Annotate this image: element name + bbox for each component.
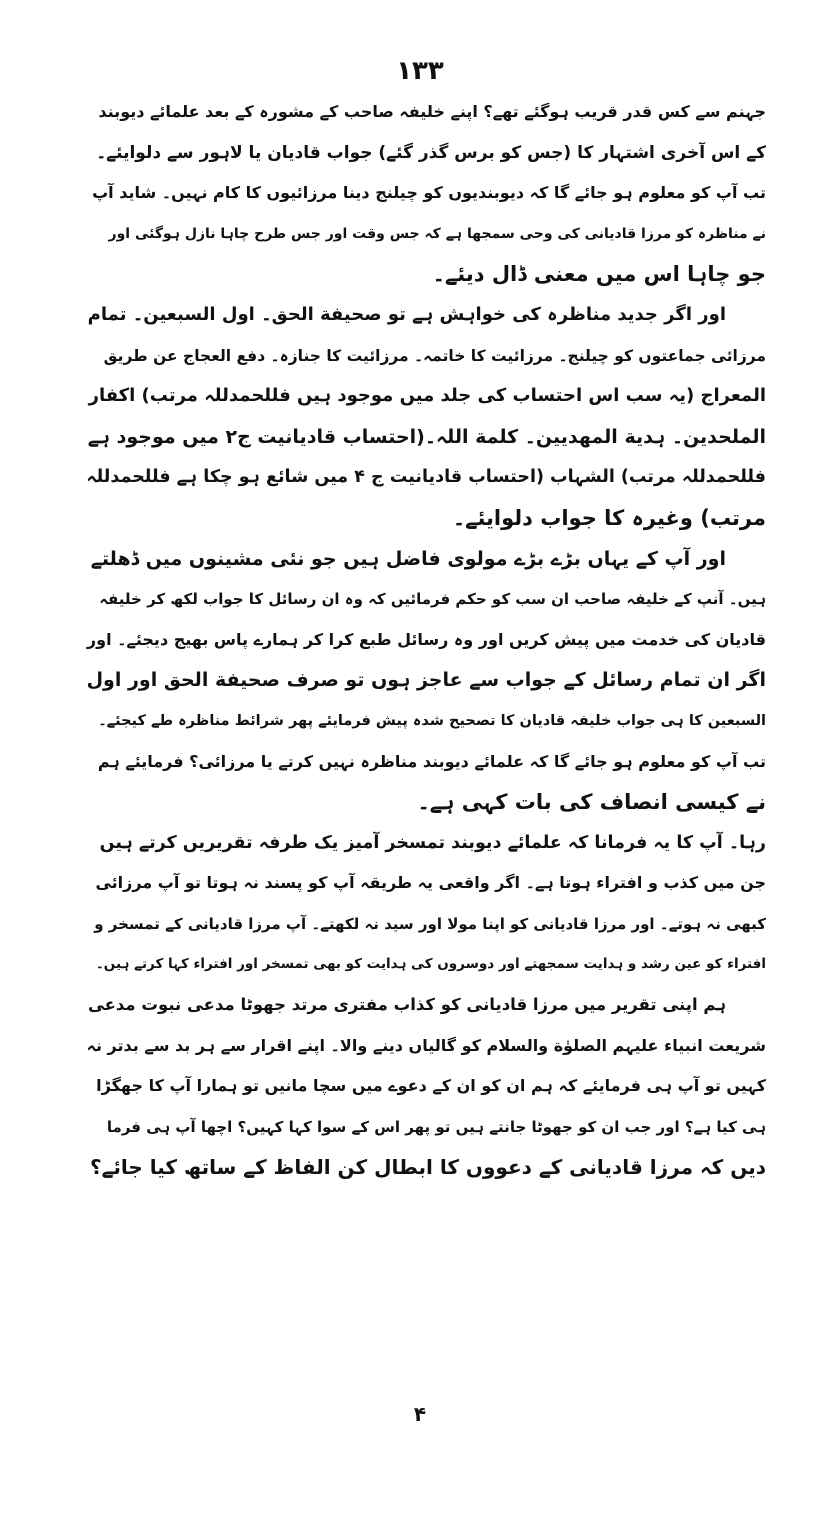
- text-line: مرزائی جماعتوں کو چیلنج۔ مرزائیت کا خاتمہ۔ مرزائیت کا جنازہ۔ دفع العجاج عن طریق: [103, 346, 766, 365]
- text-line: نے کیسی انصاف کی بات کہی ہے۔: [417, 790, 766, 815]
- text-line: مرتب) وغیرہ کا جواب دلوایئے۔: [452, 505, 766, 530]
- text-line: جو چاہا اس میں معنی ڈال دیئے۔: [432, 262, 766, 287]
- text-line: شریعت انبیاء علیہم الصلوٰة والسلام کو گالیاں دینے والا۔ اپنے اقرار سے ہر بد سے بدتر نہ: [86, 1035, 766, 1055]
- text-line: افتراء کو عین رشد و ہدایت سمجھتے اور دوسروں کی ہدایت کو بھی تمسخر اور افتراء کہا کرتے ہیں۔: [95, 956, 766, 973]
- page-number: ۱۳۳: [396, 56, 444, 86]
- text-line: ہی کیا ہے؟ اور جب ان کو جھوٹا جانتے ہیں تو پھر اس کے سوا کہا کہیں؟ اچھا آپ ہی فرما: [106, 1117, 766, 1136]
- text-line: اور آپ کے یہاں بڑے بڑے مولوی فاضل ہیں جو نئی مشینوں میں ڈھلتے: [90, 547, 726, 570]
- body-text: [86, 92, 766, 1188]
- text-line: فللحمدللہ مرتب) الشہاب (احتساب قادیانیت ج ۴ میں شائع ہو چکا ہے فللحمدللہ: [86, 467, 766, 488]
- text-line: جہنم سے کس قدر قریب ہوگئے تھے؟ اپنے خلیفہ صاحب کے مشورہ کے بعد علمائے دیوبند: [98, 102, 766, 121]
- text-line: السبعین کا ہی جواب خلیفہ قادیان کا تصحیح شدہ پیش فرمایئے پھر شرائط مناظرہ طے کیجئے۔: [98, 712, 766, 729]
- text-line: ہم اپنی تقریر میں مرزا قادیانی کو کذاب مفتری مرتد جھوٹا مدعی نبوت مدعی: [87, 995, 726, 1015]
- text-line: اگر ان تمام رسائل کے جواب سے عاجز ہوں تو صرف صحیفة الحق اور اول: [86, 669, 766, 692]
- text-line: اور اگر جدید مناظرہ کی خواہش ہے تو صحیفة الحق۔ اول السبعین۔ تمام: [87, 303, 726, 325]
- text-line: کبھی نہ ہوتے۔ اور مرزا قادیانی کو اپنا مولا اور سید نہ لکھتے۔ آپ مرزا قادیانی کے تمسخر و: [94, 914, 766, 933]
- footer-signature-mark: ۴: [413, 1402, 427, 1426]
- text-line: دیں کہ مرزا قادیانی کے دعووں کا ابطال کن الفاظ کے ساتھ کیا جائے؟: [90, 1155, 766, 1180]
- text-line: قادیان کی خدمت میں پیش کریں اور وہ رسائل طبع کرا کر ہمارے پاس بھیج دیجئے۔ اور: [86, 629, 766, 649]
- text-line: تب آپ کو معلوم ہو جائے گا کہ دیوبندیوں کو چیلنج دینا مرزائیوں کا کام نہیں۔ شاید آپ: [92, 183, 766, 203]
- text-line: رہا۔ آپ کا یہ فرمانا کہ علمائے دیوبند تمسخر آمیز یک طرفہ تقریریں کرتے ہیں: [99, 832, 766, 853]
- text-line: کے اس آخری اشتہار کا (جس کو برس گذر گئے) جواب قادیان یا لاہور سے دلوایئے۔: [96, 142, 766, 163]
- text-line: نے مناظرہ کو مرزا قادیانی کی وحی سمجھا ہے کہ جس وقت اور جس طرح چاہا نازل ہوگئی اور: [108, 225, 766, 242]
- text-line: ہیں۔ آنپ کے خلیفہ صاحب ان سب کو حکم فرمائیں کہ وہ ان رسائل کا جواب لکھ کر خلیفہ: [99, 590, 766, 609]
- text-line: المعراج (یہ سب اس احتساب کی جلد میں موجود ہیں فللحمدللہ مرتب) اکفار: [88, 385, 766, 407]
- text-line: جن میں کذب و افتراء ہوتا ہے۔ اگر واقعی یہ طریقہ آپ کو پسند نہ ہوتا تو آپ مرزائی: [95, 873, 766, 893]
- text-line: تب آپ کو معلوم ہو جائے گا کہ علمائے دیوبند مناظرہ نہیں کرتے یا مرزائی؟ فرمایئے ہم: [97, 751, 766, 771]
- text-line: الملحدین۔ ہدیة المهدیین۔ کلمة اللہ۔(احتساب قادیانیت ج۲ میں موجود ہے: [87, 425, 766, 448]
- text-line: کہیں تو آپ ہی فرمایئے کہ ہم ان کو ان کے دعوے میں سچا مانیں تو ہمارا آپ کا جھگڑا: [96, 1076, 766, 1096]
